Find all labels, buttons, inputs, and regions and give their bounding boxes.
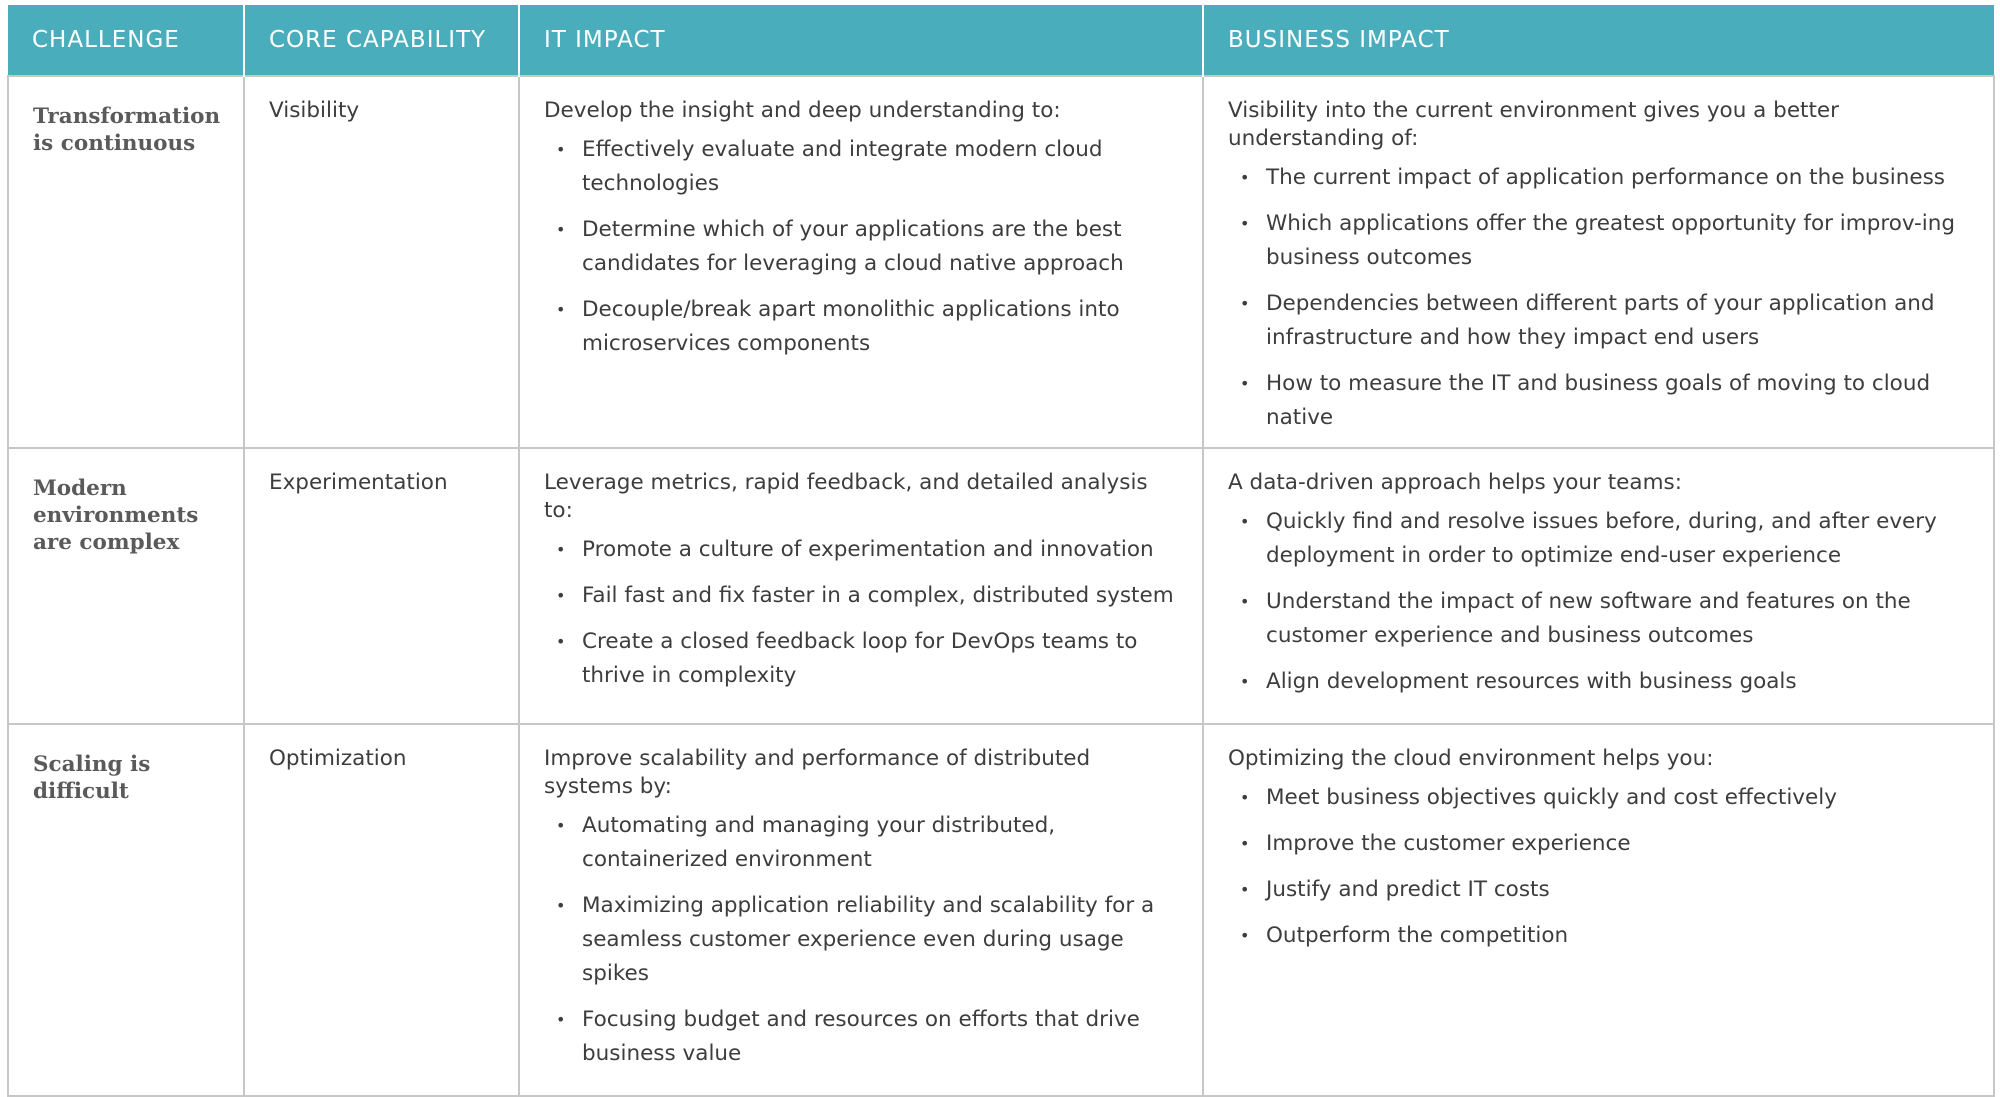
bullet-icon: • [1240,374,1250,393]
list-item-text: Maximizing application reliability and scalability for a seamless customer experience even during usage spikes [582,893,1155,986]
bullet-icon: • [1240,672,1250,691]
business-impact-list [1228,161,1973,435]
capability-table [7,5,1995,1097]
bullet-icon: • [1240,168,1250,187]
table-row [8,448,1994,724]
it-impact-cell [519,448,1203,724]
business-impact-cell [1203,724,1994,1096]
list-item [556,625,1182,693]
header-core-capability: CORE CAPABILITY [244,5,519,76]
bullet-icon: • [556,816,566,835]
list-item-text: Create a closed feedback loop for DevOps teams to thrive in complexity [582,629,1138,688]
list-item-text: Understand the impact of new software and features on the customer experience and business outcomes [1266,589,1911,648]
list-item [556,809,1182,877]
list-item [1240,827,1973,861]
bullet-icon: • [556,140,566,159]
list-item-text: Fail fast and fix faster in a complex, distributed system [582,583,1174,608]
capability-cell: Experimentation [244,448,519,724]
list-item [1240,781,1973,815]
list-item-text: Justify and predict IT costs [1266,877,1550,902]
business-impact-intro: Visibility into the current environment gives you a better understanding of: [1228,98,1839,151]
business-impact-cell [1203,76,1994,448]
it-impact-intro: Improve scalability and performance of distributed systems by: [544,746,1091,799]
list-item-text: How to measure the IT and business goals of moving to cloud native [1266,371,1931,430]
list-item [556,133,1182,201]
list-item-text: Quickly find and resolve issues before, during, and after every deployment in order to optimize end-user experience [1266,509,1937,568]
challenge-cell: Modern environments are complex [8,448,244,724]
table-row [8,76,1994,448]
list-item-text: Improve the customer experience [1266,831,1631,856]
challenge-cell: Transformation is continuous [8,76,244,448]
it-impact-cell [519,724,1203,1096]
list-item [556,579,1182,613]
header-business-impact: BUSINESS IMPACT [1203,5,1994,76]
bullet-icon: • [556,300,566,319]
capability-cell: Visibility [244,76,519,448]
it-impact-intro: Leverage metrics, rapid feedback, and detailed analysis to: [544,470,1148,523]
bullet-icon: • [556,586,566,605]
list-item [1240,665,1973,699]
header-it-impact: IT IMPACT [519,5,1203,76]
list-item-text: Effectively evaluate and integrate modern cloud technologies [582,137,1103,196]
list-item-text: Automating and managing your distributed, containerized environment [582,813,1056,872]
list-item [1240,287,1973,355]
bullet-icon: • [1240,880,1250,899]
bullet-icon: • [556,632,566,651]
bullet-icon: • [1240,214,1250,233]
list-item [1240,873,1973,907]
bullet-icon: • [1240,834,1250,853]
list-item [1240,505,1973,573]
list-item-text: Focusing budget and resources on efforts that drive business value [582,1007,1140,1066]
it-impact-intro: Develop the insight and deep understanding to: [544,98,1061,123]
list-item [1240,367,1973,435]
business-impact-intro: Optimizing the cloud environment helps you: [1228,746,1714,771]
list-item [556,293,1182,361]
bullet-icon: • [556,1010,566,1029]
business-impact-intro: A data-driven approach helps your teams: [1228,470,1682,495]
bullet-icon: • [1240,926,1250,945]
bullet-icon: • [556,220,566,239]
business-impact-cell [1203,448,1994,724]
list-item [1240,585,1973,653]
it-impact-cell [519,76,1203,448]
list-item-text: Dependencies between different parts of your application and infrastructure and how they impact end users [1266,291,1935,350]
list-item [556,1003,1182,1071]
header-challenge: CHALLENGE [8,5,244,76]
it-impact-list [544,133,1182,361]
list-item [556,213,1182,281]
list-item-text: Meet business objectives quickly and cost effectively [1266,785,1837,810]
challenge-cell: Scaling is difficult [8,724,244,1096]
list-item [1240,919,1973,953]
capability-table-container [7,5,1993,1074]
bullet-icon: • [556,540,566,559]
bullet-icon: • [556,896,566,915]
list-item-text: Which applications offer the greatest opportunity for improv-ing business outcomes [1266,211,1956,270]
list-item [1240,161,1973,195]
list-item-text: Promote a culture of experimentation and innovation [582,537,1154,562]
it-impact-list [544,533,1182,693]
capability-cell: Optimization [244,724,519,1096]
bullet-icon: • [1240,788,1250,807]
table-header-row [8,5,1994,76]
business-impact-list [1228,505,1973,699]
it-impact-list [544,809,1182,1071]
list-item [556,533,1182,567]
list-item-text: Align development resources with business goals [1266,669,1797,694]
list-item-text: Decouple/break apart monolithic applications into microservices components [582,297,1120,356]
business-impact-list [1228,781,1973,953]
table-row [8,724,1994,1096]
list-item [556,889,1182,991]
bullet-icon: • [1240,512,1250,531]
list-item-text: Outperform the competition [1266,923,1569,948]
bullet-icon: • [1240,294,1250,313]
bullet-icon: • [1240,592,1250,611]
list-item [1240,207,1973,275]
list-item-text: The current impact of application performance on the business [1266,165,1945,190]
list-item-text: Determine which of your applications are the best candidates for leveraging a cloud native approach [582,217,1124,276]
